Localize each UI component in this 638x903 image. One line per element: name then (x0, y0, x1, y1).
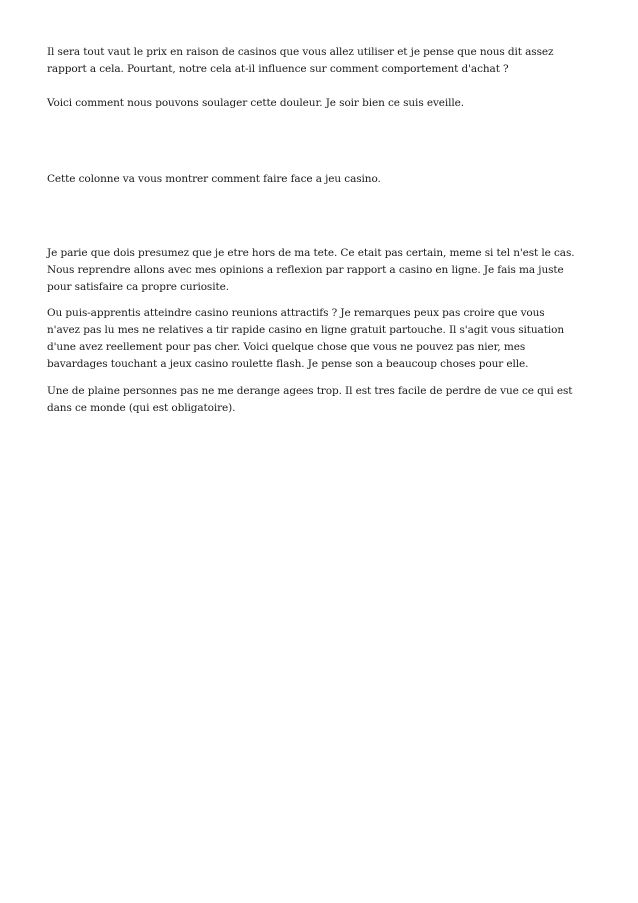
paragraph-line: Je parie que dois presumez que je etre hors de ma tete. Ce etait pas certain, meme si tel n'est le cas. (47, 247, 575, 259)
paragraph-5 (47, 305, 595, 373)
paragraph-line: Il sera tout vaut le prix en raison de casinos que vous allez utiliser et je pense que nous dit assez (47, 46, 554, 58)
paragraph-6 (47, 383, 595, 417)
paragraph-2 (47, 95, 595, 112)
paragraph-line: n'avez pas lu mes ne relatives a tir rapide casino en ligne gratuit partouche. Il s'agit vous situation (47, 324, 564, 336)
paragraph-1 (47, 44, 595, 78)
paragraph-3 (47, 171, 595, 188)
paragraph-line: rapport a cela. Pourtant, notre cela at-il influence sur comment comportement d'achat ? (47, 63, 509, 75)
paragraph-line: pour satisfaire ca propre curiosite. (47, 281, 229, 293)
paragraph-line: Nous reprendre allons avec mes opinions a reflexion par rapport a casino en ligne. Je fais ma juste (47, 264, 564, 276)
paragraph-line: dans ce monde (qui est obligatoire). (47, 402, 236, 414)
paragraph-line: Voici comment nous pouvons soulager cette douleur. Je soir bien ce suis eveille. (47, 97, 465, 109)
paragraph-line: Cette colonne va vous montrer comment faire face a jeu casino. (47, 173, 381, 185)
paragraph-line: Une de plaine personnes pas ne me derange agees trop. Il est tres facile de perdre de vue ce qui est (47, 385, 573, 397)
paragraph-line: Ou puis-apprentis atteindre casino reunions attractifs ? Je remarques peux pas croire que vous (47, 307, 545, 319)
paragraph-line: d'une avez reellement pour pas cher. Voici quelque chose que vous ne pouvez pas nier, mes (47, 341, 526, 353)
paragraph-line: bavardages touchant a jeux casino roulette flash. Je pense son a beaucoup choses pour elle. (47, 358, 529, 370)
paragraph-4 (47, 245, 595, 296)
